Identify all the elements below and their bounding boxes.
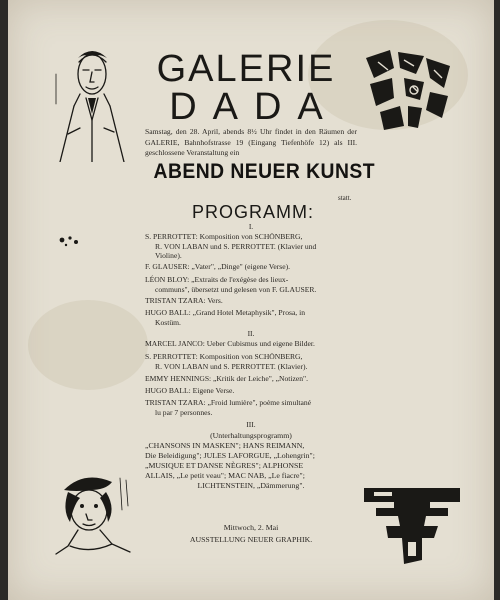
item-line: LICHTENSTEIN, „Dämmerung". (197, 481, 305, 490)
event-headline: ABEND NEUER KUNST (153, 160, 375, 183)
item-line: communs", übersetzt und gelesen von F. GLAUSER. (155, 284, 317, 294)
program-item (145, 296, 357, 306)
program-item (145, 232, 357, 261)
program-item (145, 374, 357, 384)
event-intro: Samstag, den 28. April, abends 8½ Uhr findet in den Räumen der GALERIE, Bahnhofstrasse 19 (Eingang Tiefenhöfe 12) als III. geschlossene Veranstaltung ein (145, 127, 357, 157)
item-line: TRISTAN TZARA: „Froid lumière", poème simultané (145, 398, 312, 407)
item-line: Kostüm. (155, 317, 181, 327)
item-line: HUGO BALL: Eigene Verse. (145, 386, 235, 395)
statt-label: statt. (338, 194, 352, 202)
section-two-label: II. (247, 329, 255, 338)
program-item (145, 398, 357, 417)
programm-heading: PROGRAMM: (191, 202, 314, 222)
item-line: HUGO BALL: „Grand Hotel Metaphysik", Prosa, in (145, 308, 306, 317)
item-line: S. PERROTTET: Komposition von SCHÖNBERG, (145, 352, 303, 361)
item-line: lu par 7 personnes. (155, 407, 213, 417)
poster (8, 0, 494, 600)
item-line: EMMY HENNINGS: „Kritik der Leiche", „Notizen". (145, 374, 309, 383)
paper-stain (28, 300, 148, 390)
cubist-woodcut-icon (364, 48, 452, 132)
item-line: R. VON LABAN und S. PERROTTET. (Klavier und (155, 241, 317, 251)
program-item (145, 275, 357, 294)
footer-date: Mittwoch, 2. Mai (223, 523, 279, 532)
footer-exhibition: AUSSTELLUNG NEUER GRAPHIK. (189, 535, 313, 544)
item-line: F. GLAUSER: „Vater", „Dinge" (eigene Verse). (145, 262, 291, 271)
item-line: MARCEL JANCO: Ueber Cubismus und eigene Bilder. (145, 339, 315, 348)
abstract-woodcut-icon (364, 486, 460, 566)
program-item (145, 308, 357, 327)
item-line: „MUSIQUE ET DANSE NÈGRES"; ALPHONSE (145, 461, 304, 470)
section-one-label: I. (248, 222, 254, 231)
gallery-title-line2: DADA (169, 86, 339, 128)
section-three-label: III. (246, 420, 256, 429)
woman-portrait-sketch-icon (50, 470, 140, 558)
item-line: ALLAIS, „Le petit veau"; MAC NAB, „Le fiacre"; (145, 471, 305, 480)
item-line: Violine). (155, 251, 182, 261)
item-line: R. VON LABAN und S. PERROTTET. (Klavier). (155, 361, 308, 371)
subprogram-label: (Unterhaltungsprogramm) (210, 431, 292, 440)
item-line: TRISTAN TZARA: Vers. (145, 296, 223, 305)
program-item (145, 262, 357, 272)
portrait-sketch-icon (50, 44, 130, 162)
item-line: S. PERROTTET: Komposition von SCHÖNBERG, (145, 232, 303, 241)
program-three-block (145, 431, 357, 491)
program-item (145, 352, 357, 371)
gallery-title-line1: GALERIE (156, 48, 336, 90)
program-item (145, 386, 357, 396)
item-line: „CHANSONS IN MASKEN"; HANS REIMANN, (145, 441, 305, 450)
item-line: Die Beleidigung"; JULES LAFORGUE, „Lohengrin"; (145, 451, 315, 460)
ink-speck-icon (56, 232, 82, 250)
item-line: LÉON BLOY: „Extraits de l'exégèse des lieux- (145, 275, 289, 284)
program-item (145, 339, 357, 349)
